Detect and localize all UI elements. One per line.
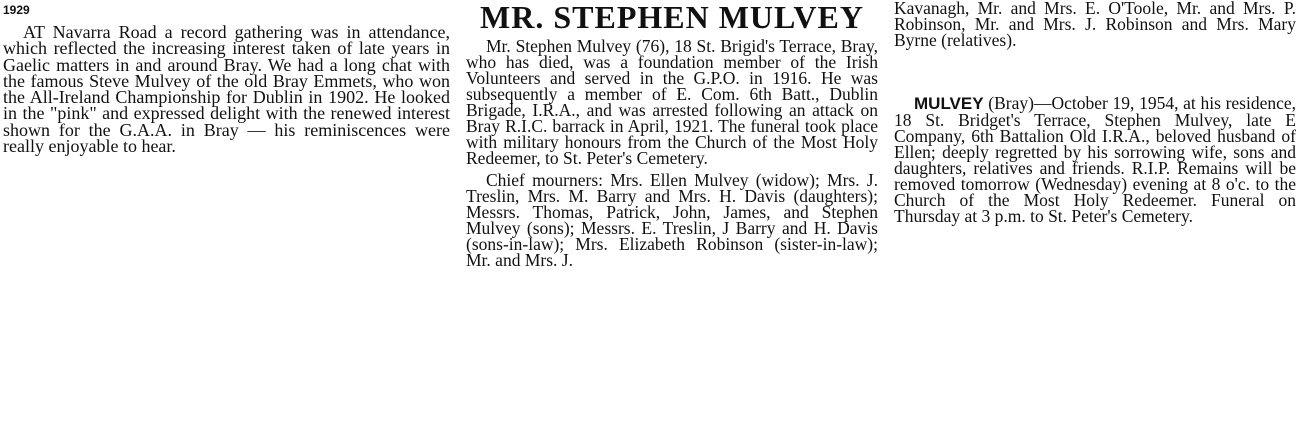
obituary-continuation-text: Kavanagh, Mr. and Mrs. E. O'Toole, Mr. and Mrs. P. Robinson, Mr. and Mrs. J. Robinson and Mrs. Mary Byrne (relatives). [894,0,1296,50]
gaa-news-paragraph: AT Navarra Road a record gathering was in attendance, which reflected the increasing interest taken of late years in Gaelic matters in and around Bray. We had a long chat with the famous Steve Mulvey of the old Bray Emmets, who won the All-Ireland Championship for Dublin in 1902. He looked in the "pink" and expressed delight with the renewed interest shown for the G.A.A. in Bray — his reminiscences were really enjoyable to hear. [3,22,450,157]
clipping-year: 1929 [3,3,30,17]
death-notice-text: (Bray)—October 19, 1954, at his residence, 18 St. Bridget's Terrace, Stephen Mulvey, late E Company, 6th Battalion Old I.R.A., beloved husband of Ellen; deeply regretted by his sorrowing wife, sons and daughters, relatives and friends. R.I.P. Remains will be removed tomorrow (Wednesday) evening at 8 o'c. to the Church of the Most Holy Redeemer. Funeral on Thursday at 3 p.m. to St. Peter's Cemetery. [894,93,1297,226]
obituary-continuation [894,0,1296,48]
obituary-headline: MR. STEPHEN MULVEY [480,0,864,35]
death-notice-paragraph [894,95,1296,224]
death-notice-name: MULVEY [914,94,984,113]
obituary-paragraph-biography: Mr. Stephen Mulvey (76), 18 St. Brigid's Terrace, Bray, who has died, was a foundation member of the Irish Volunteers and served in the G.P.O. in 1916. He was subsequently a member of E. Com. 6th Batt., Dublin Brigade, I.R.A., and was arrested following an attack on Bray R.I.C. barrack in April, 1921. The funeral took place with military honours from the Church of the Most Holy Redeemer, to St. Peter's Cemetery. [466,36,878,168]
obituary-article [466,0,878,268]
gaa-news-clipping [3,22,450,157]
death-notice [894,95,1296,224]
obituary-paragraph-mourners: Chief mourners: Mrs. Ellen Mulvey (widow); Mrs. J. Treslin, Mrs. M. Barry and Mrs. H. Davis (daughters); Messrs. Thomas, Patrick, John, James, and Stephen Mulvey (sons); Messrs. E. Treslin, J Barry and H. Davis (sons-in-law); Mrs. Elizabeth Robinson (sister-in-law); Mr. and Mrs. J. [466,170,878,270]
